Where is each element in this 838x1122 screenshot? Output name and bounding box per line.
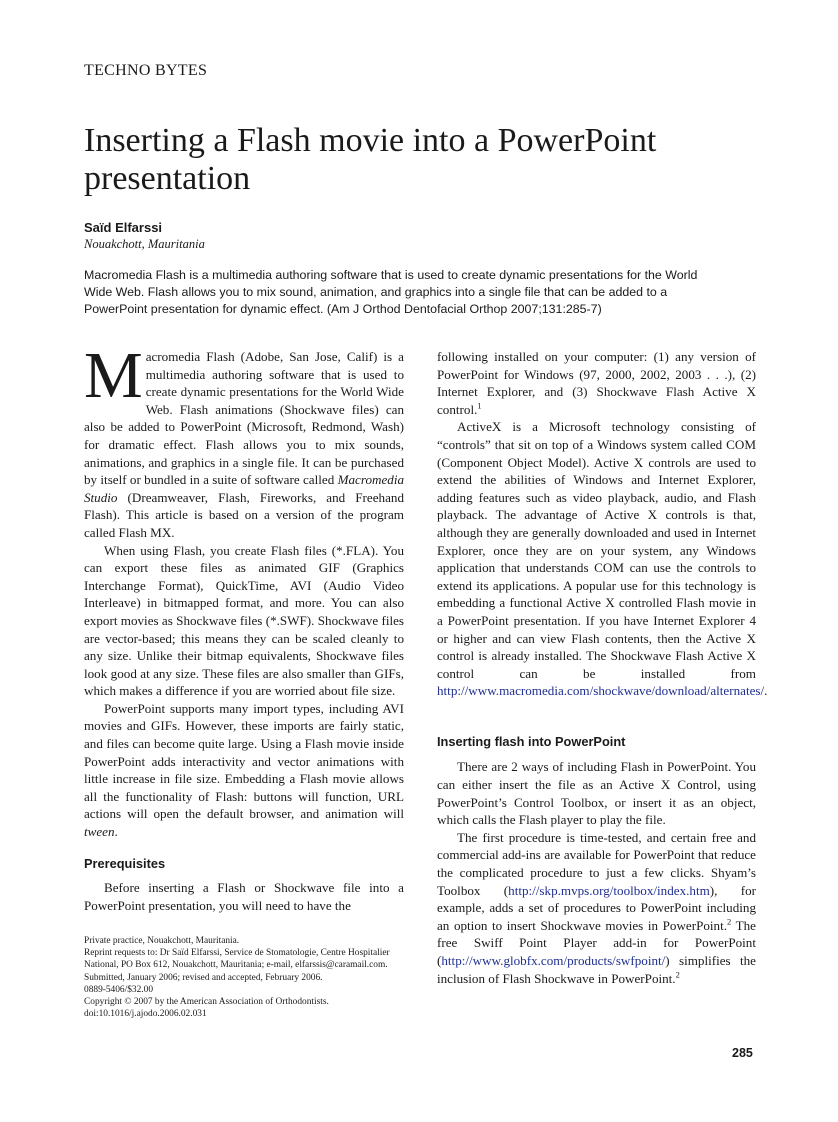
intro-text-2: (Dreamweaver, Flash, Fireworks, and Freehand Flash). This article is based on a version of the program called Flash MX. [84, 489, 404, 540]
citation-2: 2 [727, 916, 732, 927]
procedure-text-4: ) simplifies the inclusion of Flash Shockwave in PowerPoint. [437, 953, 756, 986]
flash-files-paragraph: When using Flash, you create Flash files (*.FLA). You can export these files as animated GIF (Graphics Interchange Format), QuickTime, AVI (Audio Video Interleave) in bitmapped format, and more. You can also export movies as Shockwave files (*.SWF). Shockwave files are vector-based; this means they can be scaled cleanly to any size. Unlike their bitmap equivalents, Shockwave files look good at any size. These files are also smaller than GIFs, which makes a difference if you are worried about file size. [84, 542, 404, 699]
abstract: Macromedia Flash is a multimedia authoring software that is used to create dynamic presentations for the World Wide Web. Flash allows you to mix sound, animation, and graphics into a single file that can be added to a PowerPoint presentation for dynamic effect. (Am J Orthod Dentofacial Orthop 2007;131:285-7) [84, 268, 698, 316]
activex-text-2: . [764, 683, 768, 699]
left-column [84, 339, 404, 914]
article-title: Inserting a Flash movie into a PowerPoint presentation [84, 122, 657, 197]
toolbox-link[interactable]: http://skp.mvps.org/toolbox/index.htm [508, 882, 710, 898]
requirements-text: following installed on your computer: (1) any version of PowerPoint for Windows (97, 2000, 2002, 2003 . . .), (2) Internet Explorer, and (3) Shockwave Flash Active X control. [437, 349, 756, 417]
procedure-text-1: The first procedure is time-tested, and certain free and commercial add-ins are available for PowerPoint that reduce the complicated procedure to just a few clicks. Shyam’s Toolbox ( [437, 829, 756, 898]
section-label: TECHNO BYTES [84, 62, 208, 79]
procedure-paragraph [437, 829, 756, 987]
drop-cap: M [84, 339, 143, 412]
activex-text-1: ActiveX is a Microsoft technology consisting of “controls” that sit on top of a Windows system called COM (Component Object Model). Active X controls are used to extend the abilities of Windows and Internet Explorer, adding features such as video playback, audio, and Flash playback. The advantage of Active X controls is that, although they are generally downloaded and used in Internet Explorer, once they are on your system, any Windows application that understands COM can use the controls to extend its applications. A popular use for this technology is embedding a functional Active X controlled Flash movie in a PowerPoint presentation. If you have Internet Explorer 4 or higher and can view Flash contents, then the Active X control is already installed. The Shockwave Flash Active X control can be installed from [437, 419, 756, 681]
procedure-text-3: The free Swiff Point Player add-in for PowerPoint ( [437, 917, 756, 968]
author-affiliation: Nouakchott, Mauritania [84, 237, 205, 251]
right-column [437, 348, 768, 987]
footnote-submitted: Submitted, January 2006; revised and accepted, February 2006. [84, 972, 323, 983]
page-number: 285 [732, 1046, 753, 1060]
intro-text-1: acromedia Flash (Adobe, San Jose, Calif) is a multimedia authoring software that is used to create dynamic presentations for the World Wide Web. Flash animations (Shockwave files) can also be added to PowerPoint (Microsoft, Redmond, Wash) for dramatic effect. Flash allows you to mix sounds, animations, and graphics in a single file. It can be purchased by itself or bundled in a suite of software called [84, 349, 404, 488]
import-text-2: . [114, 824, 118, 840]
import-types-paragraph [84, 700, 404, 841]
intro-emphasis: Macromedia Studio [84, 472, 404, 505]
citation-1: 1 [477, 400, 482, 411]
globfx-link[interactable]: http://www.globfx.com/products/swfpoint/ [441, 953, 666, 968]
requirements-paragraph [437, 348, 756, 418]
footnote-copyright: Copyright © 2007 by the American Association of Orthodontists. [84, 997, 329, 1008]
footnote-issn: 0889-5406/$32.00 [84, 984, 154, 995]
inserting-flash-heading: Inserting flash into PowerPoint [437, 733, 626, 749]
intro-paragraph [84, 339, 404, 542]
footnote-reprint: Reprint requests to: Dr Saïd Elfarssi, Service de Stomatologie, Centre Hospitalier National, PO Box 612, Nouakchott, Mauritania; e-mail, elfarssis@caramail.com. [84, 948, 390, 971]
footnotes [84, 935, 404, 1020]
macromedia-link[interactable]: http://www.macromedia.com/shockwave/download/alternates/ [437, 683, 765, 699]
import-emphasis: tween [84, 824, 115, 840]
prerequisites-paragraph: Before inserting a Flash or Shockwave file into a PowerPoint presentation, you will need to have the [84, 880, 404, 913]
author-name: Saïd Elfarssi [84, 220, 163, 235]
import-text-1: PowerPoint supports many import types, including AVI movies and GIFs. However, these imports are fairly static, and files can become quite large. Using a Flash movie inside PowerPoint adds interactivity and vector animations with little increase in file size. Embedding a Flash movie allows all the functionality of Flash: buttons will function, URL actions will open the default browser, and animation will [84, 700, 404, 822]
footnote-doi: doi:10.1016/j.ajodo.2006.02.031 [84, 1009, 207, 1020]
citation-2b: 2 [675, 969, 680, 980]
procedure-text-2: ), for example, adds a set of procedures to PowerPoint including an option to insert Shockwave movies in PowerPoint. [437, 882, 756, 933]
prerequisites-heading: Prerequisites [84, 855, 166, 871]
footnote-practice: Private practice, Nouakchott, Mauritania. [84, 936, 240, 946]
activex-paragraph [437, 418, 768, 700]
two-ways-paragraph: There are 2 ways of including Flash in PowerPoint. You can either insert the file as an Active X Control, using PowerPoint’s Control Toolbox, or insert it as an object, which calls the Flash player to play the file. [437, 759, 756, 828]
